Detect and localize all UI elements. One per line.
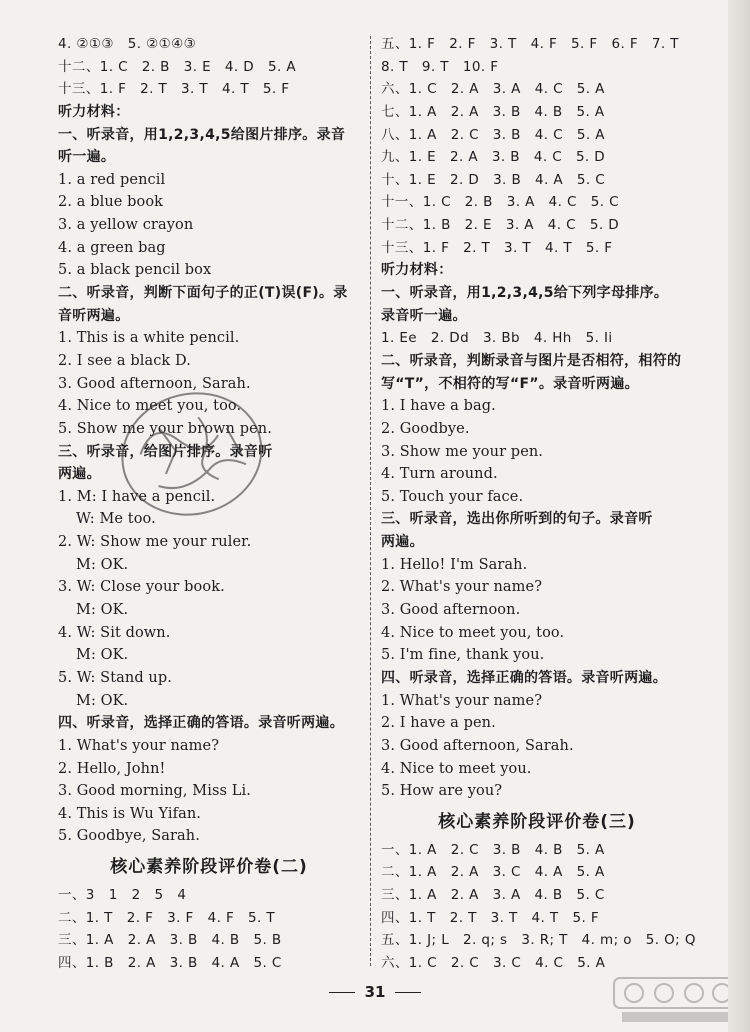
answer-line: 5. Show me your brown pen. xyxy=(58,420,272,437)
answer-line: 六、1. C 2. C 3. C 4. C 5. A xyxy=(381,954,606,971)
page-edge-shadow xyxy=(728,0,750,1032)
answer-line: 4. Nice to meet you, too. xyxy=(58,398,242,415)
answer-line: 1. This is a white pencil. xyxy=(58,330,240,347)
answer-line: 二、1. A 2. A 3. C 4. A 5. A xyxy=(381,864,605,881)
answer-line: 五、1. F 2. F 3. T 4. F 5. F 6. F 7. T xyxy=(381,36,679,52)
answer-line: 1. Hello! I'm Sarah. xyxy=(381,556,528,573)
instruction-line: 音听两遍。 xyxy=(58,307,130,324)
answer-line: 十二、1. B 2. E 3. A 4. C 5. D xyxy=(381,217,620,234)
answer-line: 3. Good morning, Miss Li. xyxy=(58,783,251,800)
instruction-line: 两遍。 xyxy=(58,466,101,483)
answer-line: 4. Nice to meet you, too. xyxy=(381,624,565,641)
answer-line: 三、1. A 2. A 3. A 4. B 5. C xyxy=(381,887,605,904)
instruction-line: 录音听一遍。 xyxy=(381,307,467,324)
instruction-line: 二、听录音，判断录音与图片是否相符，相符的 xyxy=(381,352,682,369)
answer-line: W: Me too. xyxy=(76,511,156,528)
section-title: 核心素养阶段评价卷(二) xyxy=(110,857,308,878)
answer-line: 2. Goodbye. xyxy=(381,420,470,437)
answer-line: 3. Good afternoon. xyxy=(381,602,521,619)
answer-line: M: OK. xyxy=(76,692,129,709)
instruction-line: 三、听录音，选出你所听到的句子。录音听 xyxy=(381,511,653,528)
right-column xyxy=(381,33,696,975)
answer-line: M: OK. xyxy=(76,556,129,573)
answer-line: 2. I have a pen. xyxy=(381,715,496,732)
answer-line: 3. Show me your pen. xyxy=(381,443,544,460)
answer-line: 5. How are you? xyxy=(381,783,503,800)
answer-line: 1. M: I have a pencil. xyxy=(58,488,216,505)
instruction-line: 一、听录音，用1,2,3,4,5给图片排序。录音 xyxy=(58,126,346,143)
instruction-line: 两遍。 xyxy=(381,534,424,551)
answer-line: 2. W: Show me your ruler. xyxy=(58,534,252,551)
answer-line: 八、1. A 2. C 3. B 4. C 5. A xyxy=(381,126,605,143)
answer-line: 8. T 9. T 10. F xyxy=(381,58,499,75)
answer-line: 4. a green bag xyxy=(58,239,166,256)
answer-line: 1. I have a bag. xyxy=(381,398,496,415)
answer-line: 七、1. A 2. A 3. B 4. B 5. A xyxy=(381,103,605,120)
answer-line: 4. ②①③ 5. ②①④③ xyxy=(58,36,197,52)
instruction-line: 听力材料： xyxy=(381,262,453,279)
answer-line: 3. a yellow crayon xyxy=(58,217,194,234)
answer-line: 二、1. T 2. F 3. F 4. F 5. T xyxy=(58,909,276,926)
section-title: 核心素养阶段评价卷(三) xyxy=(438,811,636,832)
instruction-line: 一、听录音，用1,2,3,4,5给下列字母排序。 xyxy=(381,285,669,302)
answer-line: 4. This is Wu Yifan. xyxy=(58,805,202,822)
answer-line: 十一、1. C 2. B 3. A 4. C 5. C xyxy=(381,194,619,211)
answer-line: 十三、1. F 2. T 3. T 4. T 5. F xyxy=(381,239,613,256)
answer-line: 4. Turn around. xyxy=(381,466,498,483)
answer-line: 六、1. C 2. A 3. A 4. C 5. A xyxy=(381,81,605,98)
answer-line: 十三、1. F 2. T 3. T 4. T 5. F xyxy=(58,81,290,98)
answer-line: 三、1. A 2. A 3. B 4. B 5. B xyxy=(58,932,282,949)
page-number: 31 xyxy=(364,983,386,1001)
answer-line: 5. I'm fine, thank you. xyxy=(381,647,545,664)
instruction-line: 四、听录音，选择正确的答语。录音听两遍。 xyxy=(381,669,667,686)
instruction-line: 听力材料： xyxy=(58,103,130,120)
answer-line: 2. Hello, John! xyxy=(58,760,166,777)
answer-line: 1. What's your name? xyxy=(58,737,220,754)
instruction-line: 二、听录音，判断下面句子的正(T)误(F)。录 xyxy=(58,285,348,302)
answer-line: 5. Goodbye, Sarah. xyxy=(58,828,200,845)
answer-line: 2. a blue book xyxy=(58,194,164,211)
answer-line: M: OK. xyxy=(76,647,129,664)
answer-line: 五、1. J; L 2. q; s 3. R; T 4. m; o 5. O; Q xyxy=(381,932,696,949)
answer-line: 一、1. A 2. C 3. B 4. B 5. A xyxy=(381,841,605,858)
answer-line: 2. I see a black D. xyxy=(58,352,191,369)
answer-line: 四、1. B 2. A 3. B 4. A 5. C xyxy=(58,954,282,971)
answer-line: 一、3 1 2 5 4 xyxy=(58,887,187,904)
answer-line: 1. What's your name? xyxy=(381,692,543,709)
answer-line: 2. What's your name? xyxy=(381,579,543,596)
answer-line: 3. Good afternoon, Sarah. xyxy=(381,737,574,754)
answer-line: 5. W: Stand up. xyxy=(58,669,172,686)
answer-line: 3. W: Close your book. xyxy=(58,579,225,596)
instruction-line: 三、听录音，给图片排序。录音听 xyxy=(58,443,273,460)
footer-dash-right xyxy=(395,992,421,993)
answer-line: 四、1. T 2. T 3. T 4. T 5. F xyxy=(381,909,600,926)
answer-line: 1. a red pencil xyxy=(58,171,166,188)
footer-dash-left xyxy=(329,992,355,993)
answer-line: 5. Touch your face. xyxy=(381,488,524,505)
answer-line: 4. W: Sit down. xyxy=(58,624,171,641)
answer-line: 十、1. E 2. D 3. B 4. A 5. C xyxy=(381,171,606,188)
answer-line: 十二、1. C 2. B 3. E 4. D 5. A xyxy=(58,58,297,75)
instruction-line: 四、听录音，选择正确的答语。录音听两遍。 xyxy=(58,715,344,732)
answer-line: 1. Ee 2. Dd 3. Bb 4. Hh 5. Ii xyxy=(381,330,613,347)
instruction-line: 听一遍。 xyxy=(58,149,116,166)
column-divider xyxy=(370,36,371,966)
page-footer xyxy=(0,983,750,1001)
answer-line: 5. a black pencil box xyxy=(58,262,212,279)
answer-line: M: OK. xyxy=(76,602,129,619)
answer-line: 3. Good afternoon, Sarah. xyxy=(58,375,251,392)
answer-line: 九、1. E 2. A 3. B 4. C 5. D xyxy=(381,149,606,166)
answer-line: 4. Nice to meet you. xyxy=(381,760,532,777)
instruction-line: 写“T”，不相符的写“F”。录音听两遍。 xyxy=(381,375,639,392)
